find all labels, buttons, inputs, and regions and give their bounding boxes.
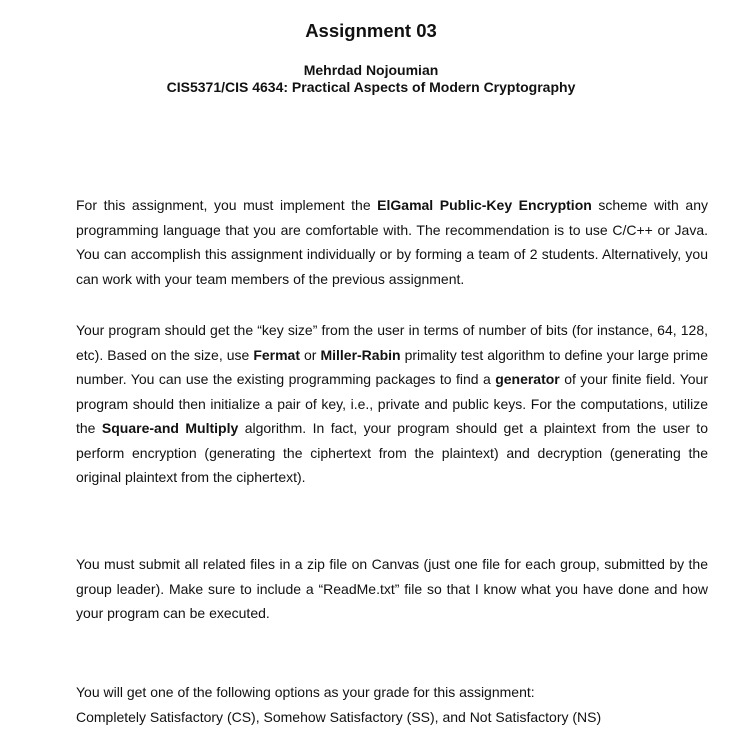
paragraph-text: primality test algorithm to define your large prime number. You can use the existing programming packages to find a bbox=[76, 346, 709, 387]
paragraph-text: of your finite field. Your program should then initialize a pair of key, i.e., private and public keys. For the computations, utilize the bbox=[76, 371, 708, 436]
bold-term-square-and-multiply: Square-and Multiply bbox=[101, 420, 239, 436]
paragraph-grading bbox=[76, 680, 708, 729]
page-title: Assignment 03 bbox=[305, 20, 437, 41]
bold-term-fermat: Fermat bbox=[253, 346, 300, 363]
grading-options-line: Completely Satisfactory (CS), Somehow Satisfactory (SS), and Not Satisfactory (NS) bbox=[76, 708, 602, 725]
grading-intro-line: You will get one of the following options as your grade for this assignment: bbox=[76, 684, 535, 700]
bold-term-generator: generator bbox=[495, 371, 560, 387]
paragraph-text: algorithm. In fact, your program should get a plaintext from the user to perform encryption (generating the ciphertext from the plaintext) and decryption (generating the original plaintext from the ciphertext). bbox=[76, 420, 708, 485]
paragraph-text: For this assignment, you must implement the bbox=[76, 197, 378, 213]
bold-term-miller-rabin: Miller-Rabin bbox=[320, 346, 401, 363]
paragraph-text: scheme with any programming language that you are comfortable with. The recommendation is to use C/C++ or Java. You can accomplish this assignment individually or by forming a team of 2 students. Alternatively, you can work with your team members of the previous assignment. bbox=[76, 197, 708, 287]
paragraph-text: or bbox=[300, 346, 321, 363]
paragraph-text: Your program should get the “key size” from the user in terms of number of bits (for instance, 64, 128, etc). Based on the size, use bbox=[76, 322, 708, 363]
paragraph-requirements bbox=[76, 318, 708, 490]
course-title: CIS5371/CIS 4634: Practical Aspects of Modern Cryptography bbox=[166, 79, 576, 95]
paragraph-submission: You must submit all related files in a zip file on Canvas (just one file for each group, submitted by the group leader). Make sure to include a “ReadMe.txt” file so that I know what you have done and how your program can be executed. bbox=[76, 556, 708, 621]
paragraph-intro bbox=[76, 193, 708, 291]
bold-term-elgamal: ElGamal Public-Key Encryption bbox=[377, 197, 592, 213]
author-name: Mehrdad Nojoumian bbox=[303, 62, 439, 78]
